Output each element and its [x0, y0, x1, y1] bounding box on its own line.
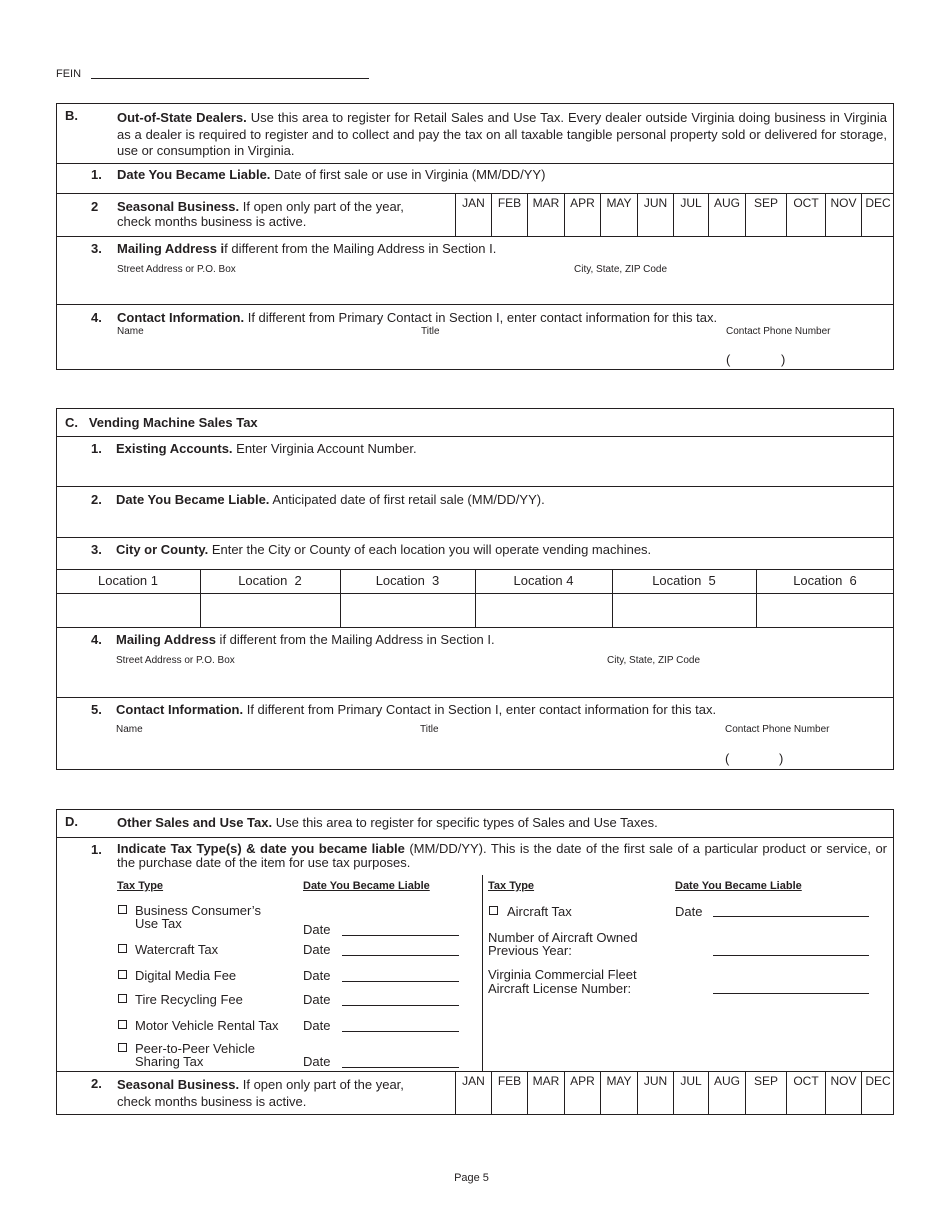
b-phone-paren-open: (: [726, 352, 731, 367]
b-month-feb-checkbox[interactable]: FEB: [497, 196, 522, 210]
d-month-dec-checkbox[interactable]: DEC: [865, 1074, 891, 1088]
d-month-jun-checkbox[interactable]: JUN: [643, 1074, 668, 1088]
c-item5-label: [116, 702, 716, 717]
c-item2-title: Date You Became Liable.: [116, 492, 270, 507]
peer-to-peer-vehicle-sharing-tax-checkbox[interactable]: [118, 1043, 127, 1052]
right-tax-type-header: Tax Type: [488, 880, 535, 892]
b-month-aug-checkbox[interactable]: AUG: [713, 196, 740, 210]
c-item4-title: Mailing Address: [116, 632, 216, 647]
c-item5-title: Contact Information.: [116, 702, 244, 717]
section-b-letter: B.: [65, 108, 78, 123]
b-city-label: City, State, ZIP Code: [574, 264, 668, 275]
c-item1-label: [116, 441, 417, 456]
fein-input-line[interactable]: [91, 78, 369, 79]
d-month-aug-checkbox[interactable]: AUG: [713, 1074, 740, 1088]
b-item4-label: [117, 310, 717, 325]
d-month-mar-checkbox[interactable]: MAR: [532, 1074, 560, 1088]
c-item1-text: Enter Virginia Account Number.: [232, 441, 417, 456]
date-label: Date: [303, 922, 331, 937]
motor-vehicle-rental-tax-label: Motor Vehicle Rental Tax: [135, 1018, 279, 1033]
c-item3-text: Enter the City or County of each location you will operate vending machines.: [208, 542, 652, 557]
section-b-intro-text: Use this area to register for Retail Sales and Use Tax. Every dealer outside Virginia doing business in Virginia as a dealer is required to register and to collect and pay the tax on all taxable tangible personal property sold or delivered for storage, use or consumption in Virginia.: [117, 110, 887, 158]
date-label: Date: [303, 968, 331, 983]
section-c-divider: [56, 537, 894, 538]
section-d-intro-text: Use this area to register for specific types of Sales and Use Taxes.: [272, 815, 658, 830]
tire-recycling-fee-checkbox[interactable]: [118, 994, 127, 1003]
tire-recycling-fee-label: Tire Recycling Fee: [135, 992, 243, 1007]
section-c-heading: C. Vending Machine Sales Tax: [65, 415, 258, 430]
c-item3-title: City or County.: [116, 542, 209, 557]
b-item2-title: Seasonal Business.: [117, 199, 240, 214]
d-month-feb-checkbox[interactable]: FEB: [497, 1074, 522, 1088]
d-month-oct-checkbox[interactable]: OCT: [793, 1074, 819, 1088]
c-item3-num: 3.: [91, 542, 102, 557]
watercraft-tax-label: Watercraft Tax: [135, 942, 219, 957]
b-item2-label: [117, 199, 437, 229]
aircraft-owned-field[interactable]: [713, 955, 869, 956]
business-consumers-use-tax-date-field[interactable]: [342, 935, 459, 936]
c-title-label: Title: [420, 724, 439, 735]
aircraft-owned-label-1: Number of Aircraft Owned: [488, 930, 638, 945]
c-item1-title: Existing Accounts.: [116, 441, 233, 456]
b-item1-label: [117, 167, 545, 182]
d-month-nov-checkbox[interactable]: NOV: [830, 1074, 857, 1088]
peer-to-peer-date-field[interactable]: [342, 1067, 459, 1068]
section-d-divider: [56, 1071, 894, 1072]
b-month-apr-checkbox[interactable]: APR: [570, 196, 595, 210]
section-d-heading: Other Sales and Use Tax.: [117, 815, 273, 830]
c-phone-paren-open: (: [725, 751, 730, 766]
d-item2-text: If open only part of the year, check months business is active.: [117, 1077, 404, 1109]
b-item1-num: 1.: [91, 167, 102, 182]
fleet-label-2: Aircraft License Number:: [488, 981, 632, 996]
motor-vehicle-rental-tax-checkbox[interactable]: [118, 1020, 127, 1029]
b-month-jan-checkbox[interactable]: JAN: [462, 196, 485, 210]
c-item4-label: [116, 632, 495, 647]
b-item1-text: Date of first sale or use in Virginia (MM/DD/YY): [270, 167, 546, 182]
section-c-divider: [56, 486, 894, 487]
location-4-header: Location 4: [513, 573, 574, 588]
location-5-field[interactable]: [613, 594, 755, 626]
b-month-nov-checkbox[interactable]: NOV: [830, 196, 857, 210]
section-d-intro: [117, 815, 658, 830]
section-b-divider: [56, 236, 894, 237]
c-item2-num: 2.: [91, 492, 102, 507]
c-item3-label: [116, 542, 651, 557]
d-item1-text: (MM/DD/YY). This is the date of the first sale of a particular product or service, or the purchase date of the item for use tax purposes.: [117, 841, 888, 870]
date-label: Date: [303, 1054, 331, 1069]
section-b-divider: [56, 163, 894, 164]
d-month-jul-checkbox[interactable]: JUL: [680, 1074, 702, 1088]
location-2-header: Location 2: [238, 573, 302, 588]
b-item2-num: 2: [91, 199, 99, 214]
b-phone-label: Contact Phone Number: [726, 326, 831, 337]
b-item1-title: Date You Became Liable.: [117, 167, 271, 182]
peer-to-peer-label-2: Sharing Tax: [135, 1054, 204, 1069]
tire-recycling-fee-date-field[interactable]: [342, 1005, 459, 1006]
c-item4-num: 4.: [91, 632, 102, 647]
location-6-field[interactable]: [757, 594, 893, 626]
c-city-label: City, State, ZIP Code: [607, 655, 701, 666]
section-c-divider: [56, 627, 894, 628]
b-item4-text: If different from Primary Contact in Section I, enter contact information for this tax.: [244, 310, 718, 325]
date-label: Date: [303, 992, 331, 1007]
b-item4-title: Contact Information.: [117, 310, 245, 325]
c-phone-label: Contact Phone Number: [725, 724, 830, 735]
d-month-may-checkbox[interactable]: MAY: [606, 1074, 632, 1088]
c-item4-text: if different from the Mailing Address in Section I.: [215, 632, 495, 647]
left-date-liable-header: Date You Became Liable: [303, 880, 430, 892]
d-month-jan-checkbox[interactable]: JAN: [462, 1074, 485, 1088]
b-item4-num: 4.: [91, 310, 102, 325]
section-b-heading: Out-of-State Dealers.: [117, 110, 247, 125]
date-label: Date: [303, 1018, 331, 1033]
c-item5-num: 5.: [91, 702, 102, 717]
b-month-sep-checkbox[interactable]: SEP: [753, 196, 778, 210]
fleet-license-field[interactable]: [713, 993, 869, 994]
watercraft-tax-date-field[interactable]: [342, 955, 459, 956]
b-item3-title: Mailing Address i: [117, 241, 225, 256]
c-street-label: Street Address or P.O. Box: [116, 655, 235, 666]
c-name-label: Name: [116, 724, 143, 735]
page-number: Page 5: [454, 1172, 489, 1184]
b-month-may-checkbox[interactable]: MAY: [606, 196, 632, 210]
d-month-apr-checkbox[interactable]: APR: [570, 1074, 595, 1088]
b-month-oct-checkbox[interactable]: OCT: [793, 196, 819, 210]
section-d-divider: [56, 837, 894, 838]
section-d-column-divider: [482, 875, 483, 1071]
c-item2-text: Anticipated date of first retail sale (MM/DD/YY).: [269, 492, 545, 507]
aircraft-tax-date-field[interactable]: [713, 916, 869, 917]
d-item2-label: [117, 1076, 439, 1110]
section-b-divider: [56, 304, 894, 305]
c-phone-paren-close: ): [779, 751, 784, 766]
motor-vehicle-rental-tax-date-field[interactable]: [342, 1031, 459, 1032]
business-consumers-use-tax-label-2: Use Tax: [135, 916, 182, 931]
digital-media-fee-label: Digital Media Fee: [135, 968, 237, 983]
d-item2-title: Seasonal Business.: [117, 1077, 240, 1092]
fein-label: FEIN: [56, 68, 82, 80]
section-d-letter: D.: [65, 814, 78, 829]
aircraft-tax-checkbox[interactable]: [489, 906, 498, 915]
b-street-label: Street Address or P.O. Box: [117, 264, 236, 275]
d-item1-label: [117, 842, 887, 870]
b-item2-text: If open only part of the year, check months business is active.: [117, 199, 404, 229]
d-item1-num: 1.: [91, 842, 102, 857]
b-item3-num: 3.: [91, 241, 102, 256]
left-tax-type-header: Tax Type: [117, 880, 164, 892]
section-c-divider: [56, 697, 894, 698]
location-1-header: Location 1: [98, 573, 158, 588]
b-name-label: Name: [117, 326, 144, 337]
right-date-liable-header: Date You Became Liable: [675, 880, 802, 892]
digital-media-fee-date-field[interactable]: [342, 981, 459, 982]
aircraft-owned-label-2: Previous Year:: [488, 943, 572, 958]
section-b-divider: [56, 193, 894, 194]
b-month-mar-checkbox[interactable]: MAR: [532, 196, 560, 210]
b-month-jun-checkbox[interactable]: JUN: [643, 196, 668, 210]
b-title-label: Title: [421, 326, 440, 337]
digital-media-fee-checkbox[interactable]: [118, 970, 127, 979]
c-item5-text: If different from Primary Contact in Section I, enter contact information for this tax.: [243, 702, 717, 717]
b-item3-label: [117, 241, 496, 256]
date-label: Date: [303, 942, 331, 957]
aircraft-tax-label: Aircraft Tax: [507, 904, 572, 919]
c-item1-num: 1.: [91, 441, 102, 456]
fleet-label-1: Virginia Commercial Fleet: [488, 967, 637, 982]
location-4-field[interactable]: [476, 594, 611, 626]
d-item2-num: 2.: [91, 1076, 102, 1091]
location-3-header: Location 3: [375, 573, 440, 588]
location-2-field[interactable]: [201, 594, 339, 626]
b-item3-text: f different from the Mailing Address in Section I.: [224, 241, 497, 256]
d-month-sep-checkbox[interactable]: SEP: [753, 1074, 778, 1088]
watercraft-tax-checkbox[interactable]: [118, 944, 127, 953]
section-c-divider: [56, 436, 894, 437]
location-6-header: Location 6: [793, 573, 857, 588]
section-b-intro: [117, 110, 887, 160]
peer-to-peer-label-1: Peer-to-Peer Vehicle: [135, 1041, 255, 1056]
location-5-header: Location 5: [652, 573, 716, 588]
date-label: Date: [675, 904, 703, 919]
location-3-field[interactable]: [341, 594, 474, 626]
b-month-dec-checkbox[interactable]: DEC: [865, 196, 891, 210]
business-consumers-use-tax-label-1: Business Consumer’s: [135, 903, 261, 918]
d-item1-title: Indicate Tax Type(s) & date you became liable: [117, 841, 405, 856]
location-1-field[interactable]: [57, 594, 199, 626]
b-month-jul-checkbox[interactable]: JUL: [680, 196, 702, 210]
business-consumers-use-tax-checkbox[interactable]: [118, 905, 127, 914]
b-phone-paren-close: ): [781, 352, 786, 367]
c-item2-label: [116, 492, 545, 507]
